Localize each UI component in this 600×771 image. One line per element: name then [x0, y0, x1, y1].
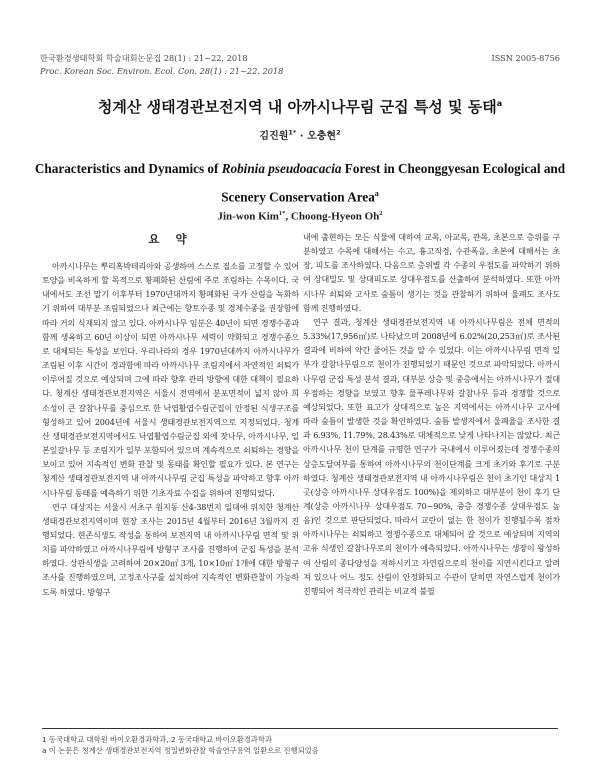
journal-header	[40, 52, 560, 78]
author-kr-2-affil: 2	[336, 128, 341, 137]
issn: ISSN 2005-8756	[491, 53, 560, 63]
journal-citation-kr: 한국환경생태학회 학술대회논문집 28(1) : 21~22, 2018	[40, 53, 248, 63]
title-english-footnote-mark: a	[374, 189, 379, 198]
title-en-species: Robinia pseudoacacia	[221, 161, 342, 176]
abstract-heading: 요 약	[148, 232, 193, 246]
footnote-funding: a 이 논문은 청계산 생태경관보전지역 정밀변화관찰 학술연구용역 일환으로 진행되었음	[42, 746, 319, 755]
footnotes	[42, 728, 558, 756]
title-en-part2: Forest in Cheonggyesan Ecological and Scenery Conservation Area	[221, 161, 566, 205]
abstract-paragraph-2: 연구 대상지는 서울시 서초구 원지동 산4-38번지 일대에 위치한 청계산 생태경관보전지역이며 현장 조사는 2015년 4월부터 2016년 3월까지 진행되었다. 현존식생도 작성을 통하여 보전지역 내 아까시나무림 면적 및 위치를 파악하였고 아까시나무림에 방형구 조사를 진행하여 군집 특성을 분석하였다. 상관식생을 고려하여 20×20㎡ 3개, 10×10㎡ 1개에 대한 방형구 조사를 진행하였으며, 고정조사구를 설치하여 지속적인 변화관찰이 가능하도록 하였다. 방형구	[42, 502, 299, 597]
footnote-affiliations: 1 동국대학교 대학원 바이오환경과학과, 2 동국대학교 바이오환경과학과	[42, 735, 272, 744]
authors-korean	[0, 127, 600, 142]
abstract-paragraph-1: 아까시나무는 뿌리혹박테리아와 공생하여 스스로 질소를 고정할 수 있어 토양을 비옥하게 할 목적으로 황폐화된 산림에 주로 조림하는 수목이다. 국내에서도 조선 말기 이후부터 1970년대까지 황폐화된 국가 산림을 녹화하기 위하여 대부분 조림되었으나 최근에는 향토수종 및 경제수종을 권장함에 따라 거의 식재되지 않고 있다. 아까시나무 임분은 40년이 되면 경쟁수종과 함께 생육하고 60년 이상이 되면 아까시나무 세력이 약화되고 경쟁수종으로 대체되는 특성을 보인다. 우리나라의 경우 1970년대까지 아까시나무가 조림된 이후 시간이 경과함에 따라 아까시나무 조림지에서 자연적인 쇠퇴가 이루어질 것으로 예상되며 그에 따라 향후 관리 방향에 대한 대책이 필요하다. 청계산 생태경관보전지역은 서울시 전역에서 분포면적이 넓지 않아 희소성이 큰 갈참나무를 중심으로 한 낙엽활엽수림군집이 안정된 식생구조를 형성하고 있어 2004년에 서울시 생태경관보전지역으로 지정되었다. 청계산 생태경관보전지역에서도 낙엽활엽수림군집 외에 잣나무, 아까시나무, 일본잎갈나무 등 조림지가 일부 포함되어 있으며 계속적으로 쇠퇴하는 경향을 보이고 있어 지속적인 변화 관찰 및 동태를 확인할 필요가 있다. 본 연구는 청계산 생태경관보전지역 내 아까시나무림 군집 특성을 파악하고 향후 아까시나무림 동태를 예측하기 위한 기초자료 수집을 위하여 진행되었다.	[42, 262, 299, 498]
author-en-2-affil: 2	[379, 210, 383, 217]
title-en-part1: Characteristics and Dynamics of	[34, 161, 222, 176]
author-kr-2: · 오충현	[296, 131, 337, 142]
right-column	[303, 231, 560, 599]
authors-english	[0, 210, 600, 223]
title-korean-text: 청계산 생태경관보전지역 내 아까시나무림 군집 특성 및 동태	[97, 98, 497, 116]
title-korean	[0, 96, 600, 117]
author-kr-1: 김진원	[259, 131, 289, 142]
left-column	[42, 231, 299, 600]
author-en-2: , Choong-Hyeon Oh	[285, 210, 380, 223]
author-en-1-affil: 1*	[278, 210, 286, 217]
abstract-paragraph-2-cont: 내에 출현하는 모든 식물에 대하여 교목, 아교목, 관목, 초본으로 층위를 구분하였고 수목에 대해서는 수고, 흉고직경, 수관폭을, 초본에 대해서는 초장, 피도를 조사하였다. 다음으로 층위별 각 수종의 우점도를 파악하기 위하여 상대밀도 및 상대피도로 상대우점도를 산출하여 분석하였다. 또한 아까시나무 쇠퇴와 고사로 숲틈이 생기는 것을 관찰하기 위하여 울폐도 조사도 함께 진행하였다.	[303, 233, 560, 313]
title-korean-footnote-mark: a	[496, 99, 503, 108]
journal-citation-en: Proc. Korean Soc. Environ. Ecol. Con. 28(1) : 21~22. 2018	[40, 66, 284, 76]
abstract-paragraph-3: 연구 결과, 청계산 생태경관보전지역 내 아까시나무림은 전체 면적의 5.33%(17,956㎡)로 나타났으며 2008년에 6.02%(20,253㎡)로 조사된 결과에 비하여 약간 줄어든 것을 알 수 있었다. 이는 아까시나무림 면적 일부가 갈참나무림으로 천이가 진행되었기 때문인 것으로 파악되었다. 아까시나무림 군집 특성 분석 결과, 대부분 상층 및 중층에서는 아까시나무가 절대 우점하는 경향을 보였고 향후 물푸레나무와 갈참나무 등과 경쟁할 것으로 예상되었다. 또한 표고가 상대적으로 높은 지역에서는 아까시나무 고사에 따라 숲틈이 발생한 것을 확인하였다. 숲틈 발생지에서 울폐율을 조사한 결과 6.93%, 11.79%, 28.43%로 대체적으로 낮게 나타나지는 않았다. 최근 아까시나무 천이 단계를 규명한 연구가 국내에서 이루어졌는데 경쟁수종의 상층도달여부를 통하여 아까시나무의 천이단계를 크게 초기와 후기로 구분하였다. 청계산 생태경관보전지역 내 아까시나무림은 천이 초기인 대상지 1곳(상층 아까시나무 상대우점도 100%)을 제외하고 대부분이 천이 후기 단계(상층 아까시나무 상대우점도 70~90%, 중층 경쟁수종 상대우점도 높음)인 것으로 판단되었다. 따라서 교란이 없는 한 천이가 진행될수록 점차 아까시나무는 쇠퇴하고 경쟁수종으로 대체되어 갈 것으로 예상되며 지역의 고유 식생인 갈참나무로의 천이가 예측되었다. 아까시나무는 생장이 왕성하여 산림의 종다양성을 저하시키고 자연림으로의 천이를 지연시킨다고 알려져 있으나 어느 정도 산림이 안정화되고 수관이 닫히면 자연스럽게 천이가 진행되어 적극적인 관리는 비교적 불필	[303, 317, 560, 596]
title-english	[30, 156, 570, 209]
author-en-1: Jin-won Kim	[217, 210, 279, 223]
author-kr-1-affil: 1*	[288, 128, 297, 137]
